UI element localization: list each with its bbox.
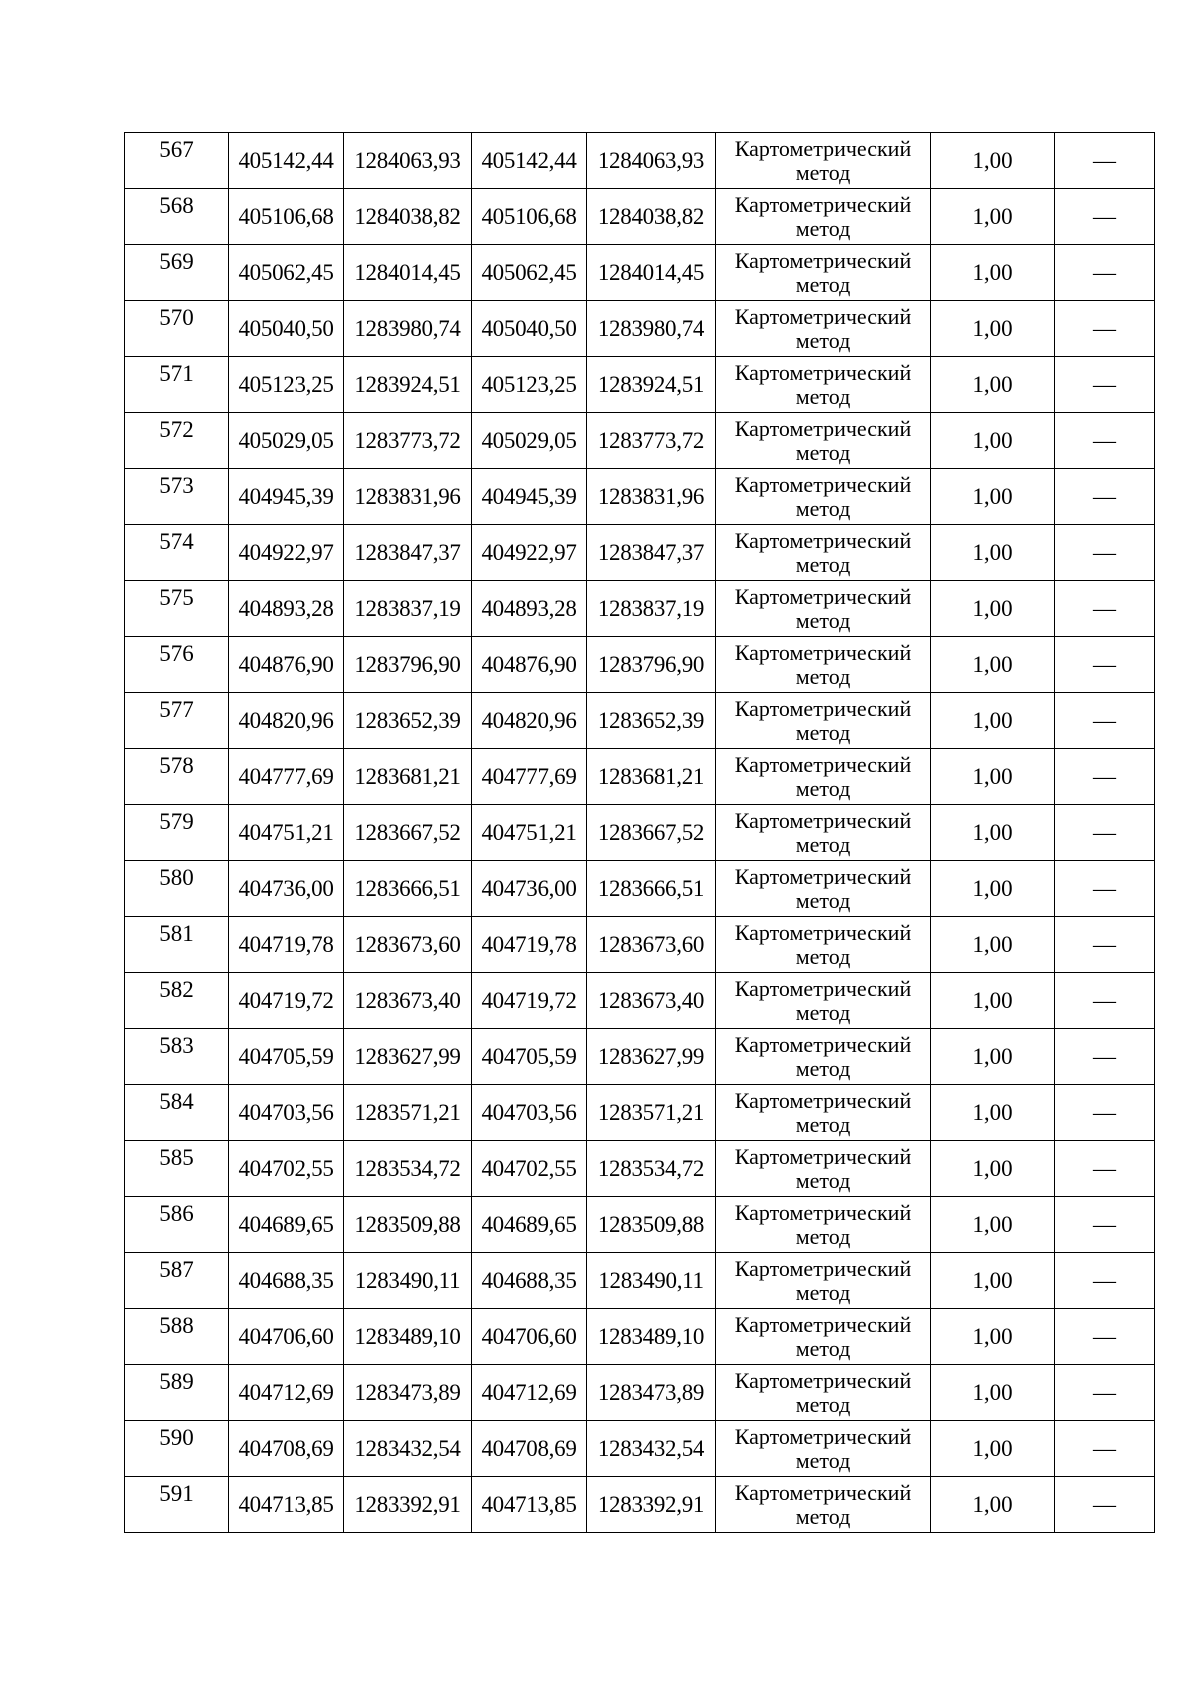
- method-line-1: Картометрический: [734, 527, 912, 553]
- note-cell: —: [1055, 301, 1155, 357]
- method-line-1: Картометрический: [734, 1311, 912, 1337]
- method-line-1: Картометрический: [734, 135, 912, 161]
- table-row: [125, 1309, 1155, 1365]
- x-coordinate-cell: 405062,45: [472, 245, 587, 301]
- x-coordinate-cell: 404820,96: [472, 693, 587, 749]
- point-number-cell: 589: [125, 1365, 229, 1421]
- table-row: [125, 861, 1155, 917]
- precision-cell: 1,00: [931, 1253, 1055, 1309]
- method-cell: [716, 749, 931, 805]
- table-row: [125, 357, 1155, 413]
- y-coordinate-cell: 1283489,10: [587, 1309, 716, 1365]
- point-number-cell: 582: [125, 973, 229, 1029]
- method-line-2: метод: [795, 271, 851, 297]
- precision-cell: 1,00: [931, 1477, 1055, 1533]
- method-line-2: метод: [795, 887, 851, 913]
- y-coordinate-cell: 1283473,89: [344, 1365, 472, 1421]
- note-cell: —: [1055, 973, 1155, 1029]
- y-coordinate-cell: 1283666,51: [587, 861, 716, 917]
- x-coordinate-cell: 405123,25: [229, 357, 344, 413]
- method-line-1: Картометрический: [734, 919, 912, 945]
- note-cell: —: [1055, 1421, 1155, 1477]
- method-line-1: Картометрический: [734, 1423, 912, 1449]
- x-coordinate-cell: 404736,00: [472, 861, 587, 917]
- table-row: [125, 413, 1155, 469]
- x-coordinate-cell: 404688,35: [229, 1253, 344, 1309]
- method-cell: [716, 525, 931, 581]
- method-line-2: метод: [795, 663, 851, 689]
- note-cell: —: [1055, 1085, 1155, 1141]
- method-line-2: метод: [795, 775, 851, 801]
- method-line-2: метод: [795, 327, 851, 353]
- table-row: [125, 1085, 1155, 1141]
- point-number-cell: 583: [125, 1029, 229, 1085]
- y-coordinate-cell: 1284014,45: [587, 245, 716, 301]
- y-coordinate-cell: 1283847,37: [344, 525, 472, 581]
- method-cell: [716, 637, 931, 693]
- precision-cell: 1,00: [931, 133, 1055, 189]
- table-row: [125, 245, 1155, 301]
- point-number-cell: 571: [125, 357, 229, 413]
- point-number-cell: 586: [125, 1197, 229, 1253]
- method-line-2: метод: [795, 1167, 851, 1193]
- note-cell: —: [1055, 637, 1155, 693]
- point-number-cell: 591: [125, 1477, 229, 1533]
- method-line-2: метод: [795, 999, 851, 1025]
- x-coordinate-cell: 404945,39: [472, 469, 587, 525]
- x-coordinate-cell: 405062,45: [229, 245, 344, 301]
- note-cell: —: [1055, 861, 1155, 917]
- x-coordinate-cell: 404688,35: [472, 1253, 587, 1309]
- table-row: [125, 805, 1155, 861]
- note-cell: —: [1055, 133, 1155, 189]
- x-coordinate-cell: 405040,50: [229, 301, 344, 357]
- method-line-1: Картометрический: [734, 1087, 912, 1113]
- note-cell: —: [1055, 749, 1155, 805]
- y-coordinate-cell: 1283831,96: [344, 469, 472, 525]
- method-line-2: метод: [795, 607, 851, 633]
- x-coordinate-cell: 404706,60: [472, 1309, 587, 1365]
- note-cell: —: [1055, 1253, 1155, 1309]
- y-coordinate-cell: 1283681,21: [587, 749, 716, 805]
- x-coordinate-cell: 404713,85: [472, 1477, 587, 1533]
- table-row: [125, 1141, 1155, 1197]
- y-coordinate-cell: 1283773,72: [587, 413, 716, 469]
- method-cell: [716, 861, 931, 917]
- note-cell: —: [1055, 245, 1155, 301]
- method-line-2: метод: [795, 1391, 851, 1417]
- method-line-1: Картометрический: [734, 639, 912, 665]
- method-cell: [716, 1477, 931, 1533]
- point-number-cell: 568: [125, 189, 229, 245]
- method-line-1: Картометрический: [734, 1031, 912, 1057]
- note-cell: —: [1055, 1197, 1155, 1253]
- table-row: [125, 1477, 1155, 1533]
- note-cell: —: [1055, 1029, 1155, 1085]
- method-line-2: метод: [795, 495, 851, 521]
- x-coordinate-cell: 404712,69: [472, 1365, 587, 1421]
- precision-cell: 1,00: [931, 1029, 1055, 1085]
- method-line-1: Картометрический: [734, 807, 912, 833]
- method-line-1: Картометрический: [734, 247, 912, 273]
- precision-cell: 1,00: [931, 301, 1055, 357]
- method-cell: [716, 973, 931, 1029]
- method-cell: [716, 581, 931, 637]
- method-cell: [716, 1365, 931, 1421]
- x-coordinate-cell: 404705,59: [229, 1029, 344, 1085]
- coordinates-table: [124, 132, 1155, 1533]
- y-coordinate-cell: 1283924,51: [344, 357, 472, 413]
- y-coordinate-cell: 1283980,74: [587, 301, 716, 357]
- table-row: [125, 973, 1155, 1029]
- y-coordinate-cell: 1283773,72: [344, 413, 472, 469]
- method-cell: [716, 301, 931, 357]
- y-coordinate-cell: 1283796,90: [587, 637, 716, 693]
- method-line-1: Картометрический: [734, 359, 912, 385]
- x-coordinate-cell: 404751,21: [229, 805, 344, 861]
- x-coordinate-cell: 405123,25: [472, 357, 587, 413]
- precision-cell: 1,00: [931, 1365, 1055, 1421]
- y-coordinate-cell: 1283432,54: [587, 1421, 716, 1477]
- method-line-1: Картометрический: [734, 191, 912, 217]
- method-cell: [716, 189, 931, 245]
- y-coordinate-cell: 1283667,52: [344, 805, 472, 861]
- precision-cell: 1,00: [931, 581, 1055, 637]
- precision-cell: 1,00: [931, 637, 1055, 693]
- method-cell: [716, 357, 931, 413]
- x-coordinate-cell: 404777,69: [472, 749, 587, 805]
- y-coordinate-cell: 1283534,72: [587, 1141, 716, 1197]
- precision-cell: 1,00: [931, 693, 1055, 749]
- table-row: [125, 189, 1155, 245]
- x-coordinate-cell: 404703,56: [229, 1085, 344, 1141]
- method-cell: [716, 917, 931, 973]
- y-coordinate-cell: 1283673,40: [344, 973, 472, 1029]
- point-number-cell: 588: [125, 1309, 229, 1365]
- x-coordinate-cell: 404689,65: [229, 1197, 344, 1253]
- method-line-1: Картометрический: [734, 1143, 912, 1169]
- precision-cell: 1,00: [931, 973, 1055, 1029]
- precision-cell: 1,00: [931, 525, 1055, 581]
- x-coordinate-cell: 404820,96: [229, 693, 344, 749]
- point-number-cell: 576: [125, 637, 229, 693]
- method-cell: [716, 469, 931, 525]
- x-coordinate-cell: 405040,50: [472, 301, 587, 357]
- note-cell: —: [1055, 581, 1155, 637]
- y-coordinate-cell: 1283509,88: [587, 1197, 716, 1253]
- point-number-cell: 574: [125, 525, 229, 581]
- y-coordinate-cell: 1283796,90: [344, 637, 472, 693]
- method-line-1: Картометрический: [734, 1367, 912, 1393]
- table-row: [125, 469, 1155, 525]
- y-coordinate-cell: 1283473,89: [587, 1365, 716, 1421]
- precision-cell: 1,00: [931, 189, 1055, 245]
- point-number-cell: 590: [125, 1421, 229, 1477]
- y-coordinate-cell: 1284063,93: [344, 133, 472, 189]
- method-line-1: Картометрический: [734, 1479, 912, 1505]
- x-coordinate-cell: 404876,90: [472, 637, 587, 693]
- table-row: [125, 693, 1155, 749]
- y-coordinate-cell: 1283847,37: [587, 525, 716, 581]
- point-number-cell: 581: [125, 917, 229, 973]
- y-coordinate-cell: 1283673,40: [587, 973, 716, 1029]
- x-coordinate-cell: 405106,68: [472, 189, 587, 245]
- note-cell: —: [1055, 805, 1155, 861]
- note-cell: —: [1055, 1477, 1155, 1533]
- method-cell: [716, 1253, 931, 1309]
- point-number-cell: 579: [125, 805, 229, 861]
- x-coordinate-cell: 404736,00: [229, 861, 344, 917]
- y-coordinate-cell: 1283627,99: [587, 1029, 716, 1085]
- method-cell: [716, 1421, 931, 1477]
- method-cell: [716, 693, 931, 749]
- precision-cell: 1,00: [931, 413, 1055, 469]
- x-coordinate-cell: 404712,69: [229, 1365, 344, 1421]
- table-row: [125, 1365, 1155, 1421]
- x-coordinate-cell: 404751,21: [472, 805, 587, 861]
- method-line-2: метод: [795, 831, 851, 857]
- note-cell: —: [1055, 357, 1155, 413]
- method-line-1: Картометрический: [734, 583, 912, 609]
- y-coordinate-cell: 1283652,39: [344, 693, 472, 749]
- method-line-1: Картометрический: [734, 303, 912, 329]
- x-coordinate-cell: 404945,39: [229, 469, 344, 525]
- method-line-1: Картометрический: [734, 975, 912, 1001]
- precision-cell: 1,00: [931, 861, 1055, 917]
- x-coordinate-cell: 404719,72: [472, 973, 587, 1029]
- method-line-2: метод: [795, 1279, 851, 1305]
- table-row: [125, 301, 1155, 357]
- y-coordinate-cell: 1283489,10: [344, 1309, 472, 1365]
- point-number-cell: 580: [125, 861, 229, 917]
- precision-cell: 1,00: [931, 1309, 1055, 1365]
- note-cell: —: [1055, 469, 1155, 525]
- y-coordinate-cell: 1283831,96: [587, 469, 716, 525]
- y-coordinate-cell: 1283490,11: [344, 1253, 472, 1309]
- precision-cell: 1,00: [931, 805, 1055, 861]
- x-coordinate-cell: 404713,85: [229, 1477, 344, 1533]
- x-coordinate-cell: 404719,72: [229, 973, 344, 1029]
- note-cell: —: [1055, 189, 1155, 245]
- precision-cell: 1,00: [931, 1085, 1055, 1141]
- method-line-2: метод: [795, 215, 851, 241]
- y-coordinate-cell: 1283681,21: [344, 749, 472, 805]
- table-row: [125, 581, 1155, 637]
- x-coordinate-cell: 404922,97: [229, 525, 344, 581]
- method-line-1: Картометрический: [734, 1255, 912, 1281]
- note-cell: —: [1055, 693, 1155, 749]
- method-line-1: Картометрический: [734, 863, 912, 889]
- y-coordinate-cell: 1283534,72: [344, 1141, 472, 1197]
- method-cell: [716, 1309, 931, 1365]
- x-coordinate-cell: 405029,05: [472, 413, 587, 469]
- table-row: [125, 1421, 1155, 1477]
- y-coordinate-cell: 1284014,45: [344, 245, 472, 301]
- point-number-cell: 577: [125, 693, 229, 749]
- table-row: [125, 133, 1155, 189]
- table-row: [125, 1253, 1155, 1309]
- method-cell: [716, 245, 931, 301]
- x-coordinate-cell: 404702,55: [229, 1141, 344, 1197]
- x-coordinate-cell: 404777,69: [229, 749, 344, 805]
- method-line-2: метод: [795, 159, 851, 185]
- x-coordinate-cell: 404703,56: [472, 1085, 587, 1141]
- y-coordinate-cell: 1283627,99: [344, 1029, 472, 1085]
- precision-cell: 1,00: [931, 749, 1055, 805]
- y-coordinate-cell: 1283924,51: [587, 357, 716, 413]
- table-row: [125, 637, 1155, 693]
- precision-cell: 1,00: [931, 245, 1055, 301]
- note-cell: —: [1055, 1141, 1155, 1197]
- method-cell: [716, 1029, 931, 1085]
- method-line-2: метод: [795, 551, 851, 577]
- method-line-1: Картометрический: [734, 415, 912, 441]
- y-coordinate-cell: 1283392,91: [587, 1477, 716, 1533]
- y-coordinate-cell: 1283837,19: [587, 581, 716, 637]
- x-coordinate-cell: 404705,59: [472, 1029, 587, 1085]
- y-coordinate-cell: 1283571,21: [587, 1085, 716, 1141]
- point-number-cell: 570: [125, 301, 229, 357]
- method-line-2: метод: [795, 943, 851, 969]
- table-row: [125, 749, 1155, 805]
- method-line-1: Картометрический: [734, 695, 912, 721]
- method-line-2: метод: [795, 1503, 851, 1529]
- point-number-cell: 567: [125, 133, 229, 189]
- x-coordinate-cell: 404876,90: [229, 637, 344, 693]
- x-coordinate-cell: 404719,78: [472, 917, 587, 973]
- y-coordinate-cell: 1283837,19: [344, 581, 472, 637]
- x-coordinate-cell: 404689,65: [472, 1197, 587, 1253]
- point-number-cell: 587: [125, 1253, 229, 1309]
- x-coordinate-cell: 404719,78: [229, 917, 344, 973]
- table-body: [125, 133, 1155, 1533]
- method-line-2: метод: [795, 1335, 851, 1361]
- y-coordinate-cell: 1283392,91: [344, 1477, 472, 1533]
- precision-cell: 1,00: [931, 917, 1055, 973]
- table-row: [125, 917, 1155, 973]
- method-line-1: Картометрический: [734, 751, 912, 777]
- point-number-cell: 569: [125, 245, 229, 301]
- y-coordinate-cell: 1284038,82: [344, 189, 472, 245]
- method-cell: [716, 1141, 931, 1197]
- y-coordinate-cell: 1283667,52: [587, 805, 716, 861]
- method-line-2: метод: [795, 383, 851, 409]
- x-coordinate-cell: 405106,68: [229, 189, 344, 245]
- point-number-cell: 585: [125, 1141, 229, 1197]
- table-row: [125, 1029, 1155, 1085]
- y-coordinate-cell: 1283571,21: [344, 1085, 472, 1141]
- method-cell: [716, 805, 931, 861]
- x-coordinate-cell: 404922,97: [472, 525, 587, 581]
- x-coordinate-cell: 405142,44: [229, 133, 344, 189]
- y-coordinate-cell: 1284038,82: [587, 189, 716, 245]
- note-cell: —: [1055, 525, 1155, 581]
- method-line-2: метод: [795, 719, 851, 745]
- precision-cell: 1,00: [931, 469, 1055, 525]
- table-row: [125, 1197, 1155, 1253]
- note-cell: —: [1055, 413, 1155, 469]
- method-line-2: метод: [795, 439, 851, 465]
- x-coordinate-cell: 405029,05: [229, 413, 344, 469]
- note-cell: —: [1055, 917, 1155, 973]
- precision-cell: 1,00: [931, 1421, 1055, 1477]
- method-line-2: метод: [795, 1111, 851, 1137]
- method-cell: [716, 1197, 931, 1253]
- y-coordinate-cell: 1283652,39: [587, 693, 716, 749]
- y-coordinate-cell: 1283673,60: [344, 917, 472, 973]
- point-number-cell: 584: [125, 1085, 229, 1141]
- method-cell: [716, 413, 931, 469]
- note-cell: —: [1055, 1309, 1155, 1365]
- method-line-2: метод: [795, 1055, 851, 1081]
- y-coordinate-cell: 1283509,88: [344, 1197, 472, 1253]
- x-coordinate-cell: 404708,69: [472, 1421, 587, 1477]
- y-coordinate-cell: 1283432,54: [344, 1421, 472, 1477]
- method-line-1: Картометрический: [734, 471, 912, 497]
- precision-cell: 1,00: [931, 357, 1055, 413]
- table-row: [125, 525, 1155, 581]
- point-number-cell: 572: [125, 413, 229, 469]
- x-coordinate-cell: 405142,44: [472, 133, 587, 189]
- method-line-1: Картометрический: [734, 1199, 912, 1225]
- y-coordinate-cell: 1283490,11: [587, 1253, 716, 1309]
- x-coordinate-cell: 404702,55: [472, 1141, 587, 1197]
- y-coordinate-cell: 1283673,60: [587, 917, 716, 973]
- precision-cell: 1,00: [931, 1141, 1055, 1197]
- method-cell: [716, 133, 931, 189]
- point-number-cell: 573: [125, 469, 229, 525]
- y-coordinate-cell: 1283666,51: [344, 861, 472, 917]
- x-coordinate-cell: 404706,60: [229, 1309, 344, 1365]
- note-cell: —: [1055, 1365, 1155, 1421]
- point-number-cell: 575: [125, 581, 229, 637]
- method-line-2: метод: [795, 1223, 851, 1249]
- point-number-cell: 578: [125, 749, 229, 805]
- y-coordinate-cell: 1284063,93: [587, 133, 716, 189]
- x-coordinate-cell: 404708,69: [229, 1421, 344, 1477]
- y-coordinate-cell: 1283980,74: [344, 301, 472, 357]
- method-cell: [716, 1085, 931, 1141]
- x-coordinate-cell: 404893,28: [472, 581, 587, 637]
- method-line-2: метод: [795, 1447, 851, 1473]
- x-coordinate-cell: 404893,28: [229, 581, 344, 637]
- precision-cell: 1,00: [931, 1197, 1055, 1253]
